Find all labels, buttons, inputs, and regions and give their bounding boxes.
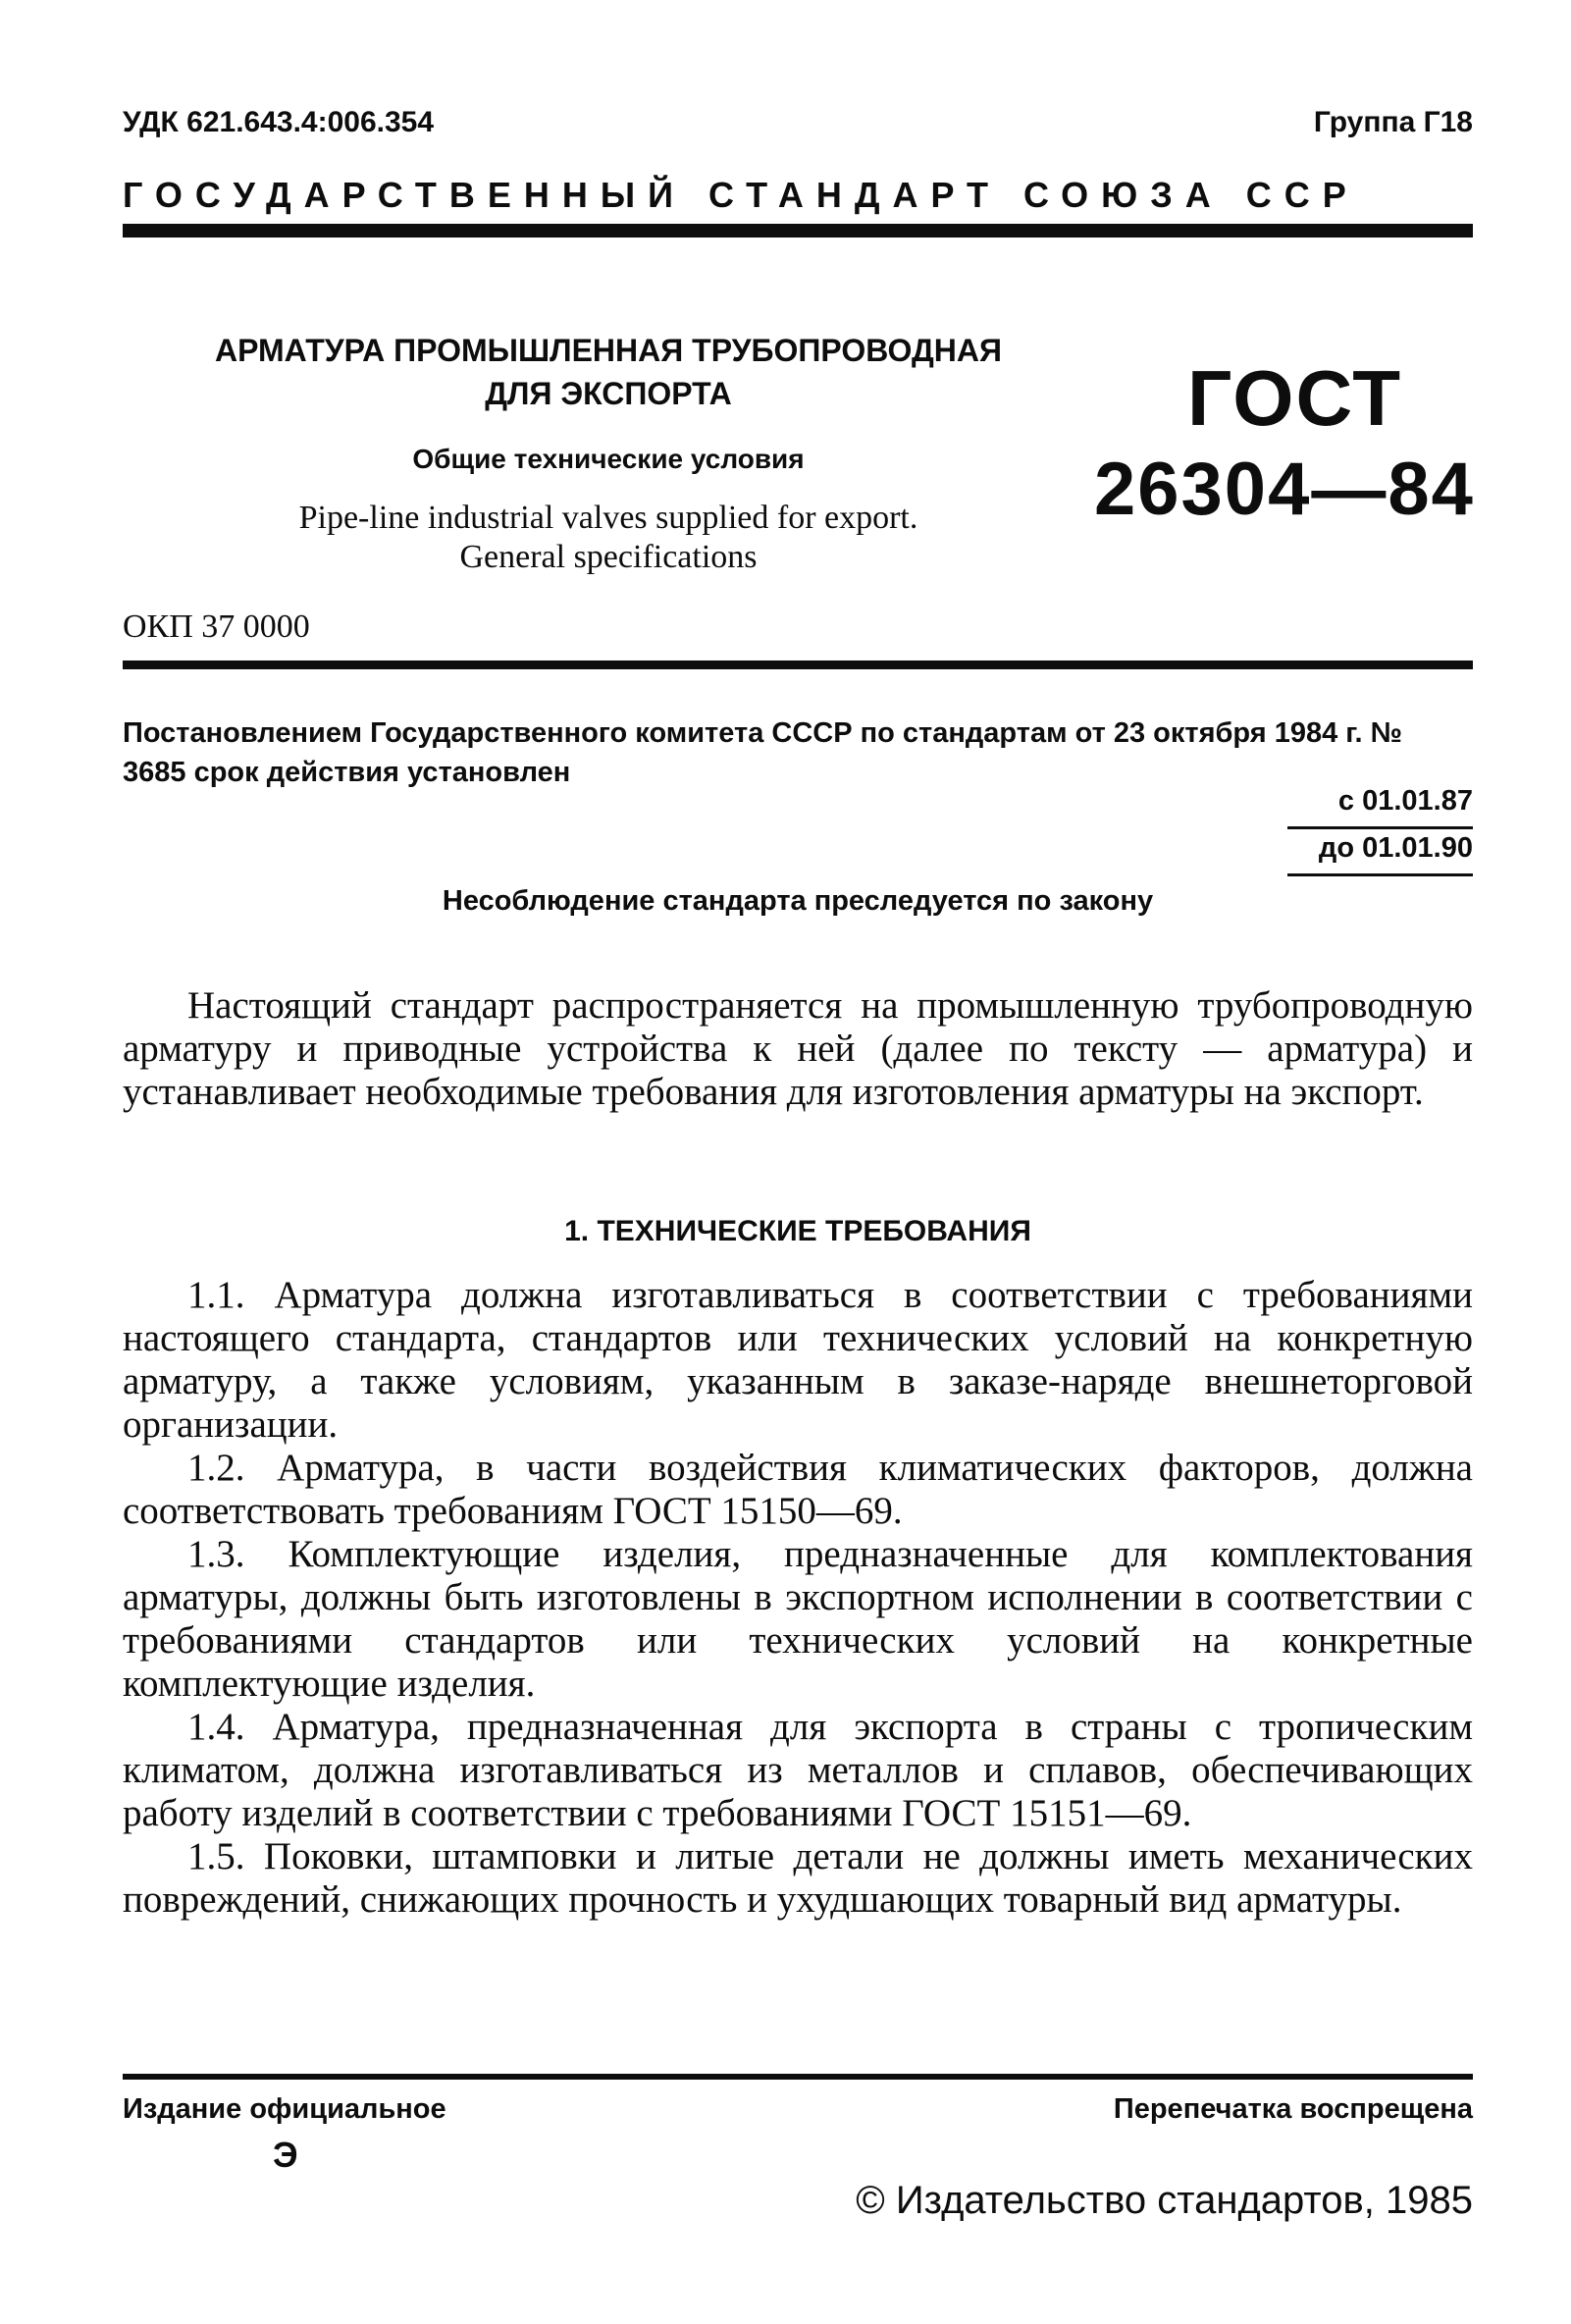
title-line-2: ДЛЯ ЭКСПОРТА: [485, 376, 732, 411]
decree-text: Постановлением Государственного комитета СССР по стандартам от 23 октября 1984 г. № 3685 срок действия установлен: [123, 717, 1402, 788]
clause-1-4: 1.4. Арматура, предназначенная для экспорта в страны с тропическим климатом, должна изготавливаться из металлов и сплавов, обеспечивающих работу изделий в соответствии с требованиями ГОСТ 15151—69.: [123, 1706, 1473, 1834]
reprint-notice: Перепечатка воспрещена: [1113, 2093, 1473, 2125]
date-rule-2: [1287, 873, 1473, 876]
document-title: [147, 329, 1070, 415]
title-line-1: АРМАТУРА ПРОМЫШЛЕННАЯ ТРУБОПРОВОДНАЯ: [214, 333, 1003, 368]
header-thick-rule: [123, 224, 1473, 238]
english-title-line-2: General specifications: [459, 539, 758, 575]
title-divider-rule: [123, 660, 1473, 669]
date-rule-1: [1287, 826, 1473, 829]
section-heading: 1. ТЕХНИЧЕСКИЕ ТРЕБОВАНИЯ: [564, 1215, 1031, 1247]
gost-number: 26304—84: [1094, 448, 1475, 531]
okp-code: ОКП 37 0000: [123, 608, 310, 645]
state-standard-banner: ГОСУДАРСТВЕННЫЙ СТАНДАРТ СОЮЗА ССР: [123, 175, 1359, 215]
udk-code: УДК 621.643.4:006.354: [123, 106, 435, 138]
export-mark: Э: [273, 2135, 298, 2175]
publisher-copyright: © Издательство стандартов, 1985: [856, 2179, 1473, 2222]
gost-label: ГОСТ: [1187, 354, 1403, 442]
intro-paragraph: [123, 984, 1473, 1114]
edition-notice: Издание официальное: [123, 2093, 446, 2125]
section-body: [123, 1274, 1473, 1922]
footer-rule: [123, 2074, 1473, 2080]
english-title-line-1: Pipe-line industrial valves supplied for export.: [298, 500, 918, 536]
clause-1-1: 1.1. Арматура должна изготавливаться в соответствии с требованиями настоящего стандарта, стандартов или технических условий на конкретную арматуру, а также условиям, указанным в заказе-наряде внешнеторговой организации.: [123, 1274, 1473, 1446]
clause-1-3: 1.3. Комплектующие изделия, предназначенные для комплектования арматуры, должны быть изготовлены в экспортном исполнении в соответствии с требованиями стандартов или технических условий на конкретные комплектующие изделия.: [123, 1533, 1473, 1705]
law-notice: Несоблюдение стандарта преследуется по закону: [442, 885, 1154, 917]
clause-1-5: 1.5. Поковки, штамповки и литые детали не должны иметь механических повреждений, снижающих прочность и ухудшающих товарный вид арматуры.: [123, 1835, 1473, 1921]
effective-from-date: с 01.01.87: [1337, 785, 1473, 817]
english-title: [147, 499, 1070, 577]
effective-to-date: до 01.01.90: [1318, 832, 1473, 864]
group-code: Группа Г18: [1313, 106, 1473, 138]
clause-1-2: 1.2. Арматура, в части воздействия климатических факторов, должна соответствовать требованиям ГОСТ 15150—69.: [123, 1447, 1473, 1532]
document-subtitle: Общие технические условия: [412, 444, 805, 474]
intro-text: Настоящий стандарт распространяется на промышленную трубопроводную арматуру и приводные устройства к ней (далее по тексту — арматура) и устанавливает необходимые требования для изготовления арматуры на экспорт.: [123, 984, 1473, 1113]
